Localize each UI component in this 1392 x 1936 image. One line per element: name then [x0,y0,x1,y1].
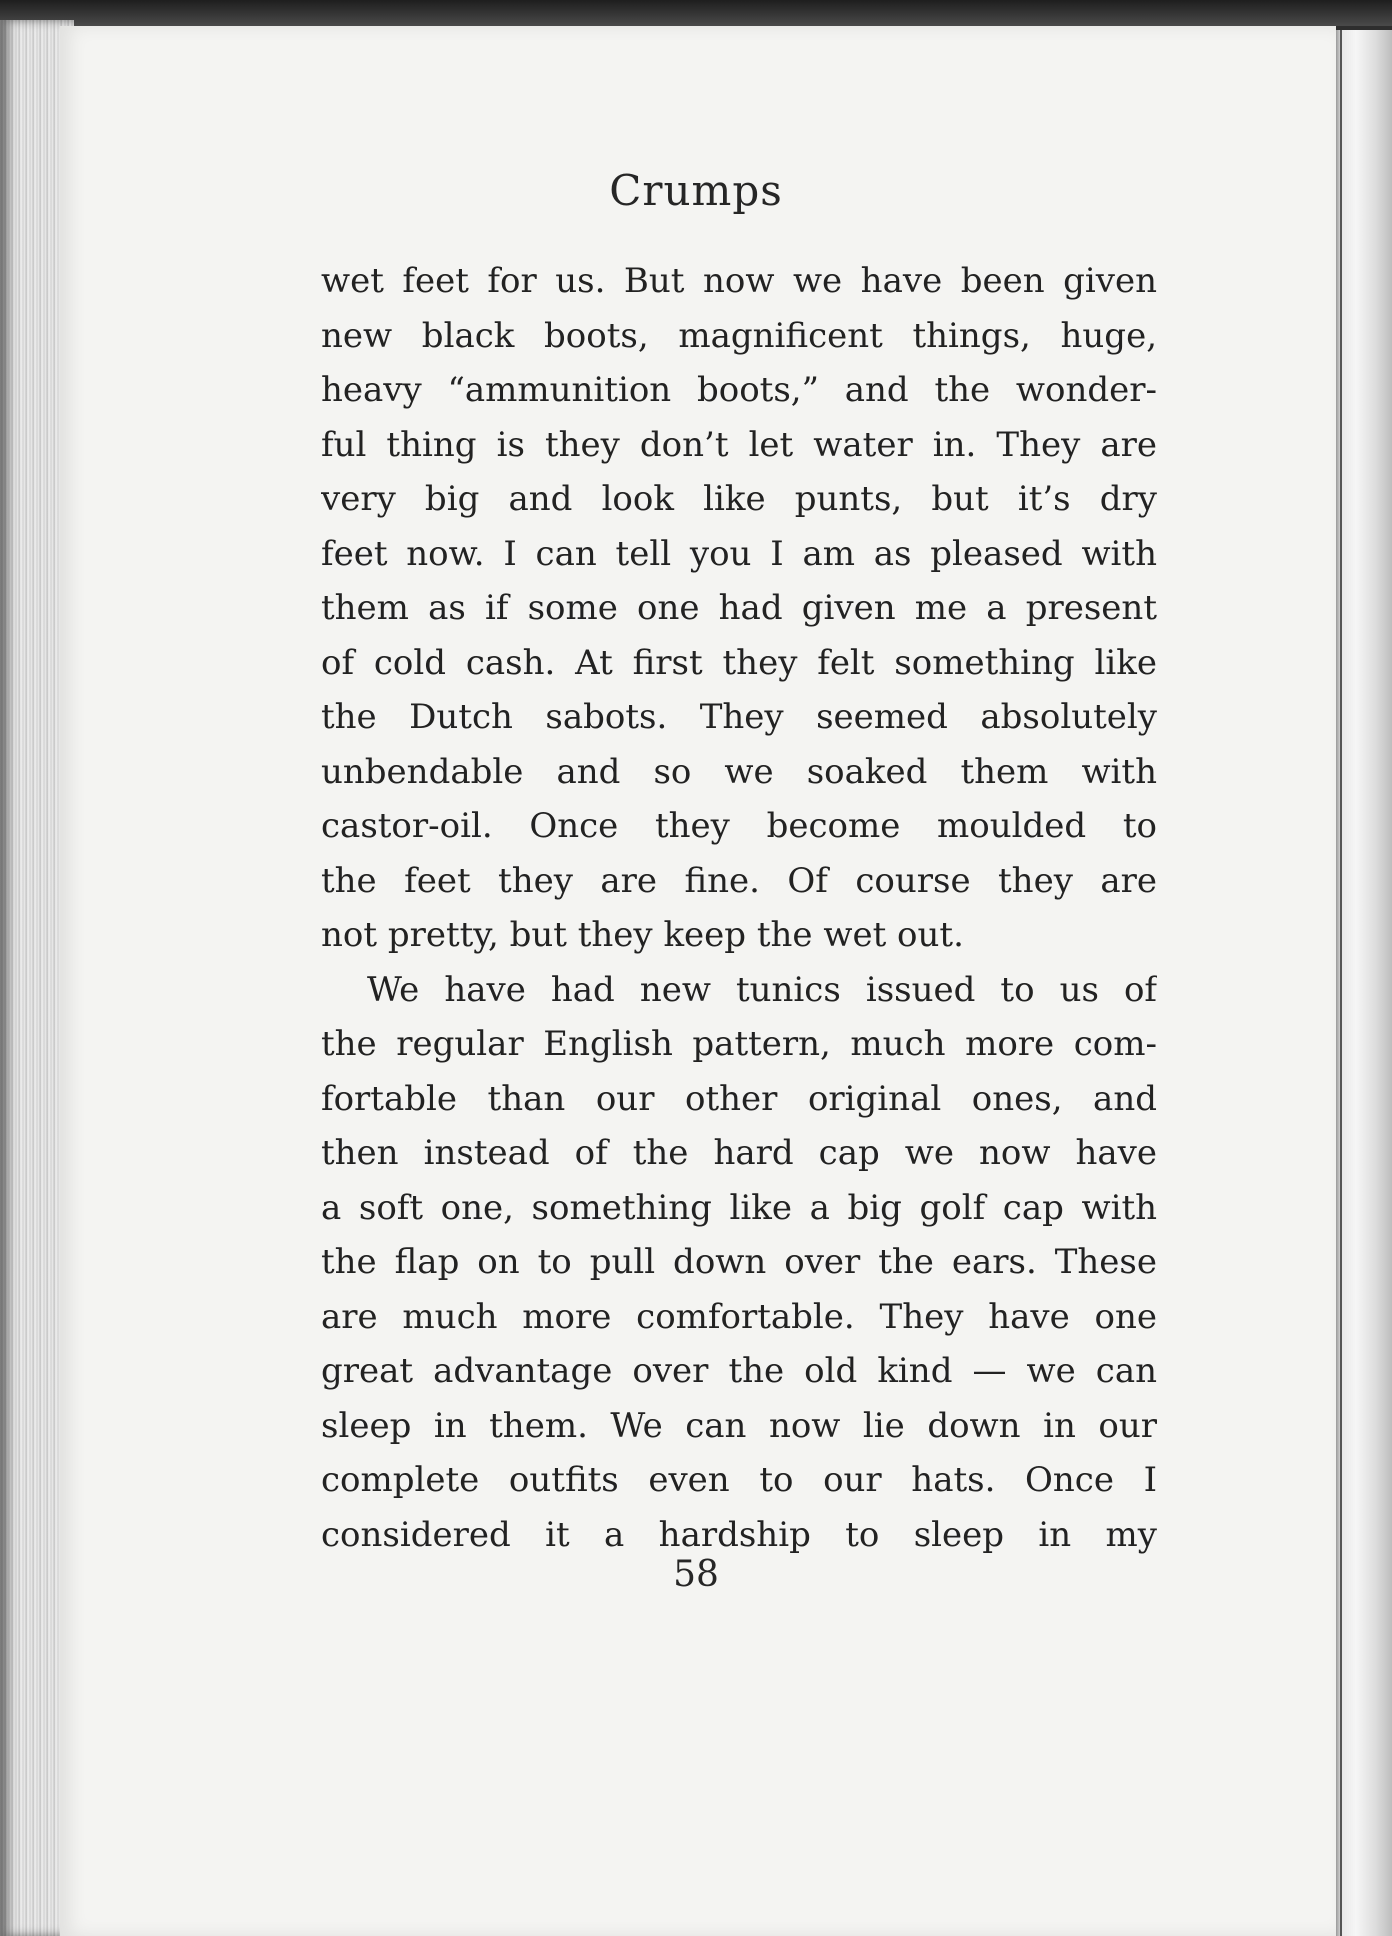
text-line: the Dutch sabots. They seemed absolutely [321,697,1157,737]
text-line: the feet they are fine. Of course they are [321,860,1157,901]
text-line: the regular English pattern, much more com- [321,1024,1157,1064]
text-line: wet feet for us. But now we have been given [321,261,1157,301]
text-line-paragraph-end: not pretty, but they keep the wet out. [321,915,964,955]
text-line: castor-oil. Once they become moulded to [321,806,1157,846]
text-line: considered it a hardship to sleep in my [321,1514,1157,1555]
text-line: heavy “ammunition boots,” and the wonder- [321,370,1157,410]
text-line: unbendable and so we soaked them with [321,751,1157,792]
binding-rule [1340,30,1342,1936]
scan-top-edge [0,0,1392,26]
text-line: complete outfits even to our hats. Once I [321,1460,1157,1500]
page-stack-right [1336,30,1392,1936]
text-line: a soft one, something like a big golf cap with [321,1187,1157,1228]
page-number: 58 [673,1554,719,1595]
body-text [321,254,1157,1562]
text-line: are much more comfortable. They have one [321,1296,1157,1337]
text-line: ful thing is they don’t let water in. They are [321,424,1157,465]
text-line-paragraph-start: We have had new tunics issued to us of [367,969,1157,1010]
text-line: feet now. I can tell you I am as pleased with [321,533,1157,574]
text-line: great advantage over the old kind — we can [321,1351,1157,1391]
text-line: sleep in them. We can now lie down in our [321,1405,1157,1446]
text-line: them as if some one had given me a present [321,588,1157,628]
text-line: new black boots, magnificent things, huge, [321,315,1157,356]
text-line: very big and look like punts, but it’s dry [321,479,1157,519]
running-head: Crumps [609,166,783,215]
text-line: of cold cash. At first they felt something like [321,642,1157,683]
text-line: the flap on to pull down over the ears. These [321,1242,1157,1282]
text-line: then instead of the hard cap we now have [321,1133,1157,1173]
text-line: fortable than our other original ones, and [321,1078,1157,1119]
